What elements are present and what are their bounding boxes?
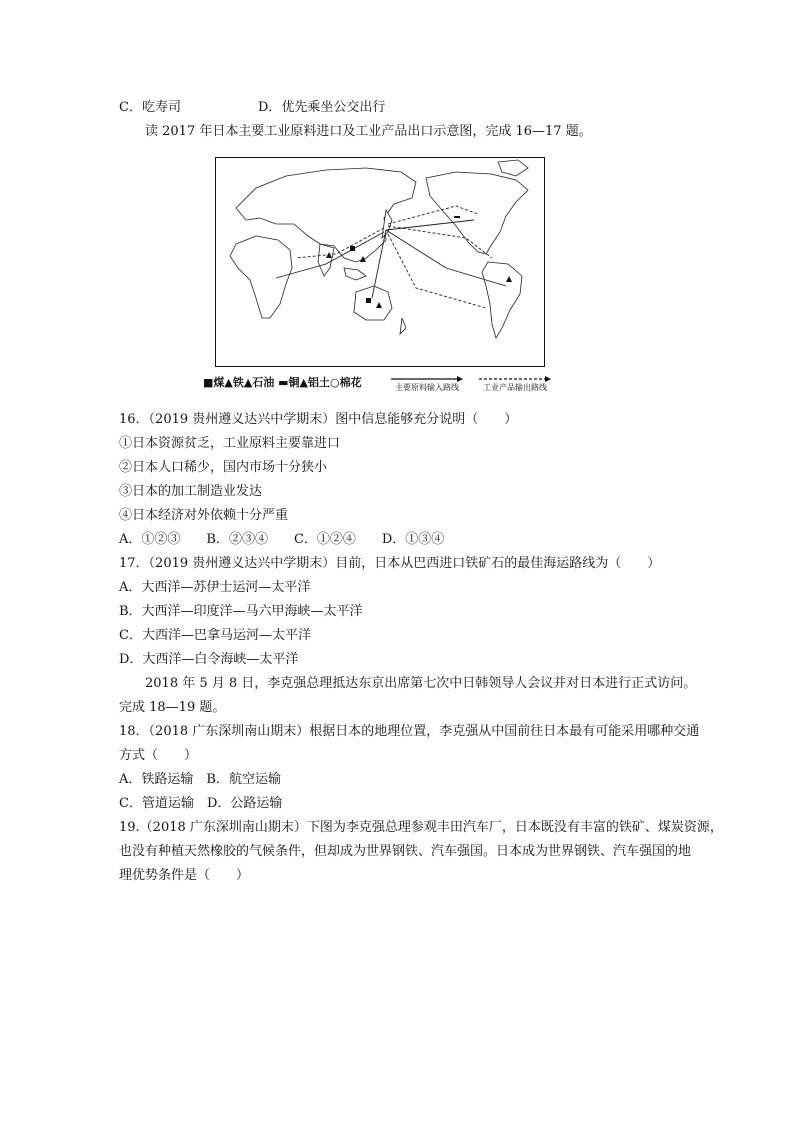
world-map: [215, 157, 545, 367]
question-17: 17．（2019 贵州遵义达兴中学期末）目前，日本从巴西进口铁矿石的最佳海运路线为（ ）: [119, 556, 661, 571]
q17-option-c: C．大西洋—巴拿马运河—太平洋: [119, 628, 311, 643]
q16-statement-2: ②日本人口稀少，国内市场十分狭小: [119, 460, 328, 475]
q17-option-b: B．大西洋—印度洋—马六甲海峡—太平洋: [119, 604, 363, 619]
question-18: 18．（2018 广东深圳南山期末）根据日本的地理位置，李克强从中国前往日本最有可能采用哪种交通: [119, 724, 700, 739]
option-c: C．吃寿司: [119, 100, 181, 115]
q16-options: A．①②③ B．②③④ C．①②④ D．①③④: [119, 532, 445, 547]
map-legend: [203, 374, 558, 390]
question-19-cont: 也没有种植天然橡胶的气候条件，但却成为世界钢铁、汽车强国。日本成为世界钢铁、汽车强国的地: [119, 844, 692, 859]
q16-statement-4: ④日本经济对外依赖十分严重: [119, 508, 289, 523]
q18-options-ab: A．铁路运输 B．航空运输: [119, 772, 281, 787]
map-graphic: [216, 158, 545, 367]
question-19: 19.（2018 广东深圳南山期末）下图为李克强总理参观丰田汽车厂，日本既没有丰富的铁矿、煤炭资源，: [119, 820, 723, 835]
option-d: D．优先乘坐公交出行: [258, 100, 386, 115]
question-18-cont: 方式（ ）: [119, 748, 198, 763]
question-16: 16．（2019 贵州遵义达兴中学期末）图中信息能够充分说明（ ）: [119, 412, 518, 427]
export-route-label: 工业产品输出路线: [483, 383, 547, 392]
legend-items: ■煤▲铁▲石油 ▬铜▲铝土○棉花: [203, 376, 362, 389]
q16-statement-3: ③日本的加工制造业发达: [119, 484, 263, 499]
intro-18-19-cont: 完成 18—19 题。: [119, 700, 226, 715]
q16-statement-1: ①日本资源贫乏，工业原料主要靠进口: [119, 436, 341, 451]
intro-16-17: 读 2017 年日本主要工业原料进口及工业产品出口示意图，完成 16—17 题。: [145, 124, 592, 139]
import-route-label: 主要原料输入路线: [395, 383, 459, 392]
q18-options-cd: C．管道运输 D．公路运输: [119, 796, 283, 811]
q17-option-d: D．大西洋—白令海峡—太平洋: [119, 652, 299, 667]
question-19-end: 理优势条件是（ ）: [119, 868, 250, 883]
q17-option-a: A．大西洋—苏伊士运河—太平洋: [119, 580, 311, 595]
intro-18-19: 2018 年 5 月 8 日，李克强总理抵达东京出席第七次中日韩领导人会议并对日本进行正式访问。: [145, 676, 697, 691]
